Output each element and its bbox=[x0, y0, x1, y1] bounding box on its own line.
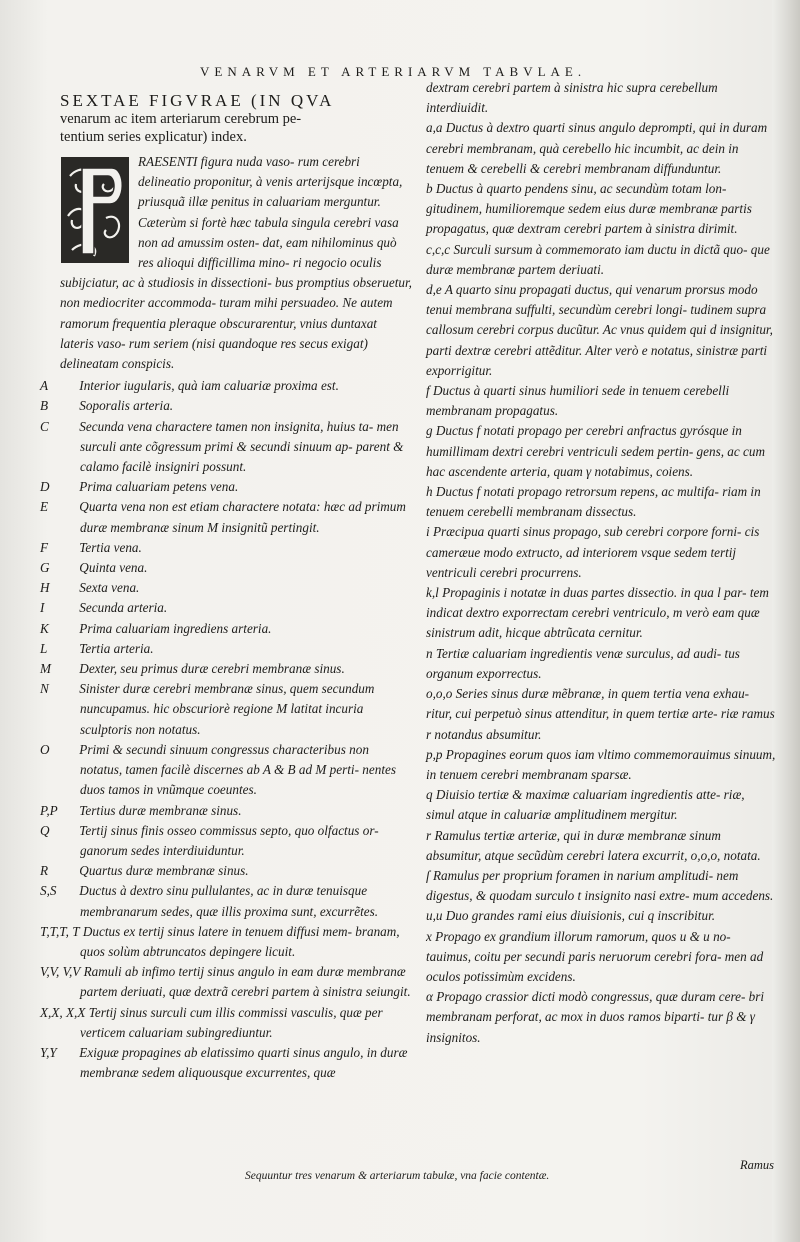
list-item: i Præcipua quarti sinus propago, sub cerebri corpore forni- cis cameræue modo extructo, ad interiorem vsque sedem tertij ventriculi cerebri procurrens. bbox=[426, 524, 760, 580]
list-item: Y,Y Exiguæ propagines ab elatissimo quarti sinus angulo, in duræ membranæ sedem aliquousque excurrentes, quæ bbox=[40, 1044, 408, 1081]
list-item: F Tertia vena. bbox=[40, 539, 142, 555]
list-item: dextram cerebri partem à sinistra hic supra cerebellum interdiuidit. bbox=[426, 80, 718, 116]
list-item: C Secunda vena charactere tamen non insignita, huius ta- men surculi ante cõgressum primi & secundi sinuum ap- parent & calamo facilè insigniri possunt. bbox=[40, 418, 404, 475]
decorated-initial-p-icon bbox=[60, 156, 130, 264]
heading-line-2: venarum ac item arteriarum cerebrum pe- bbox=[60, 111, 302, 127]
running-head: VENARVM ET ARTERIARVM TABVLAE. bbox=[200, 64, 587, 79]
list-item: O Primi & secundi sinuum congressus characteribus non notatus, tamen facilè discernes ab A & B ad M perti- nentes duos tamos in vnũmque coeuntes. bbox=[40, 741, 396, 798]
list-item: V,V, V,V Ramuli ab infimo tertij sinus angulo in eam duræ membranæ partem deriuati, quæ dextrã cerebri partem à sinistra seiungit. bbox=[40, 964, 411, 1000]
list-item: c,c,c Surculi sursum à commemorato iam ductu in dictã quo- que duræ membranæ partem deriuati. bbox=[426, 241, 770, 277]
catchword: Ramus bbox=[740, 1158, 775, 1172]
list-item: n Tertiæ caluariam ingredientis venæ surculus, ad audi- tus organum exporrectus. bbox=[426, 645, 740, 681]
list-item: S,S Ductus à dextro sinu pullulantes, ac in duræ tenuisque membranarum sedes, quæ illis proxima sunt, excurrẽtes. bbox=[40, 883, 379, 919]
list-item: D Prima caluariam petens vena. bbox=[40, 479, 239, 495]
page-footer-note: Sequuntur tres venarum & arteriarum tabulæ, vna facie contentæ. bbox=[245, 1170, 550, 1182]
list-item: T,T,T, T Ductus ex tertij sinus latere in tenuem diffusi mem- branam, quos solùm abtruncatos depingere licuit. bbox=[40, 923, 400, 959]
list-item: E Quarta vena non est etiam charactere notata: hæc ad primum duræ membranæ sinum M insignitũ pertingit. bbox=[40, 499, 406, 535]
list-item: k,l Propaginis i notatæ in duas partes dissectio. in qua l par- tem indicat dextro exporrectam cerebri ventriculo, m verò eam quæ sinistrum adit, hicque abtrũcata cernitur. bbox=[426, 585, 769, 641]
list-item: M Dexter, seu primus duræ cerebri membranæ sinus. bbox=[40, 661, 345, 677]
intro-paragraph bbox=[60, 152, 412, 374]
list-item: d,e A quarto sinu propagati ductus, qui venarum prorsus modo tenui membrana suffulti, secundùm cerebri longi- tudinem supra callosum cerebri corpus ducũtur. Ac vnus quidem qui d insignitur, parti dextræ cerebri attẽditur. Alter verò e notatus, sinistræ parti exporrigitur. bbox=[426, 282, 773, 378]
list-item: b Ductus à quarto pendens sinu, ac secundùm totam lon- gitudinem, humilioremque sedem eius duræ membranæ partis propagatus, quæ dextram cerebri partem à sinistra dirimit. bbox=[426, 181, 752, 237]
list-item: R Quartus duræ membranæ sinus. bbox=[40, 863, 249, 879]
list-item: h Ductus f notati propago retrorsum repens, ac multifa- riam in tenuem cerebelli membranam dissectus. bbox=[426, 484, 761, 520]
list-item: P,P Tertius duræ membranæ sinus. bbox=[40, 802, 242, 818]
list-item: x Propago ex grandium illorum ramorum, quos u & u no- tauimus, coitu per secundi paris neruorum cerebri fora- men ad oculos potissimùm excidens. bbox=[426, 928, 764, 984]
list-item: H Sexta vena. bbox=[40, 580, 140, 596]
list-item: o,o,o Series sinus duræ mẽbranæ, in quem tertia vena exhau- ritur, cui perpetuò sinus attenditur, in quem tertiæ arte- riæ ramus r notandus absumitur. bbox=[426, 686, 775, 742]
list-item: q Diuisio tertiæ & maximæ caluariam ingredientis atte- riæ, simul atque in caluariæ amplitudinem mergitur. bbox=[426, 787, 745, 823]
page-spine-shadow bbox=[772, 0, 800, 1242]
intro-text: RAESENTI figura nuda vaso- rum cerebri delineatio proponitur, à venis arterijsque incœpta, priusquã illæ penitus in caluariam merguntur. Cæterùm si fortè hæc tabula singula cerebri vasa non ad amussim osten- dat, eam nihilominus quò res alioqui difficillima mino- ri negocio oculis subijciatur, ac à studiosis in dissectioni- bus promptius obseruetur, non mediocriter accommoda- turam mihi persuadeo. Ne autem ramorum frequentia pleraque obscurarentur, vnius duntaxat lateris vaso- rum seriem (nisi quandoque res secus exigat) delineatam conspicis. bbox=[60, 154, 412, 372]
list-item: a,a Ductus à dextro quarti sinus angulo deprompti, qui in duram cerebri membranam, quà cerebello hic incumbit, ac dein in tenuem & cerebelli & cerebri membranam diffunduntur. bbox=[426, 120, 768, 176]
list-item: Q Tertij sinus finis osseo commissus septo, quo olfactus or- ganorum sedes interdiuiduntur. bbox=[40, 822, 379, 858]
list-item: X,X, X,X Tertij sinus surculi cum illis commissi vasculis, quæ per verticem caluariam subingrediuntur. bbox=[40, 1004, 383, 1040]
list-item: I Secunda arteria. bbox=[40, 600, 168, 616]
list-item: N Sinister duræ cerebri membranæ sinus, quem secundum nuncupamus. hic obscuriorè regione M latitat incuria sculptoris non notatus. bbox=[40, 681, 375, 737]
right-column bbox=[426, 78, 776, 1048]
list-item: K Prima caluariam ingrediens arteria. bbox=[40, 620, 272, 636]
list-item: B Soporalis arteria. bbox=[40, 398, 174, 414]
list-item: g Ductus f notati propago per cerebri anfractus gyrósque in humillimam dextri cerebri ventriculi sedem pertin- gens, ac cum hac ascendente arteria, quam γ notabimus, coiens. bbox=[426, 423, 766, 479]
list-item: u,u Duo grandes rami eius diuisionis, cui q inscribitur. bbox=[426, 908, 716, 924]
list-item: α Propago crassior dicti modò congressus, quæ duram cere- bri membranam perforat, ac mox in duos ramos biparti- tur β & γ insignitos. bbox=[426, 989, 765, 1045]
list-item: p,p Propagines eorum quos iam vltimo commemorauimus sinuum, in tenuem cerebri membranam sparsæ. bbox=[426, 746, 776, 782]
section-heading bbox=[60, 92, 412, 146]
list-item: ſ Ramulus per proprium foramen in narium amplitudi- nem digestus, & quodam surculo t insignito nasi extre- mum accedens. bbox=[426, 867, 774, 904]
left-column bbox=[40, 91, 412, 1083]
left-index-list bbox=[40, 376, 412, 1083]
heading-line-3: tentium series explicatur) index. bbox=[60, 129, 247, 145]
list-item: L Tertia arteria. bbox=[40, 640, 154, 656]
list-item: G Quinta vena. bbox=[40, 560, 148, 576]
list-item: r Ramulus tertiæ arteriæ, qui in duræ membranæ sinum absumitur, atque secũdùm cerebri latera excurrit, o,o,o, notata. bbox=[426, 827, 761, 863]
list-item: f Ductus à quarti sinus humiliori sede in tenuem cerebelli membranam propagatus. bbox=[426, 383, 730, 419]
list-item: A Interior iugularis, quà iam caluariæ proxima est. bbox=[40, 378, 339, 394]
heading-line-1: SEXTAE FIGVRAE (IN QVA bbox=[60, 91, 335, 110]
